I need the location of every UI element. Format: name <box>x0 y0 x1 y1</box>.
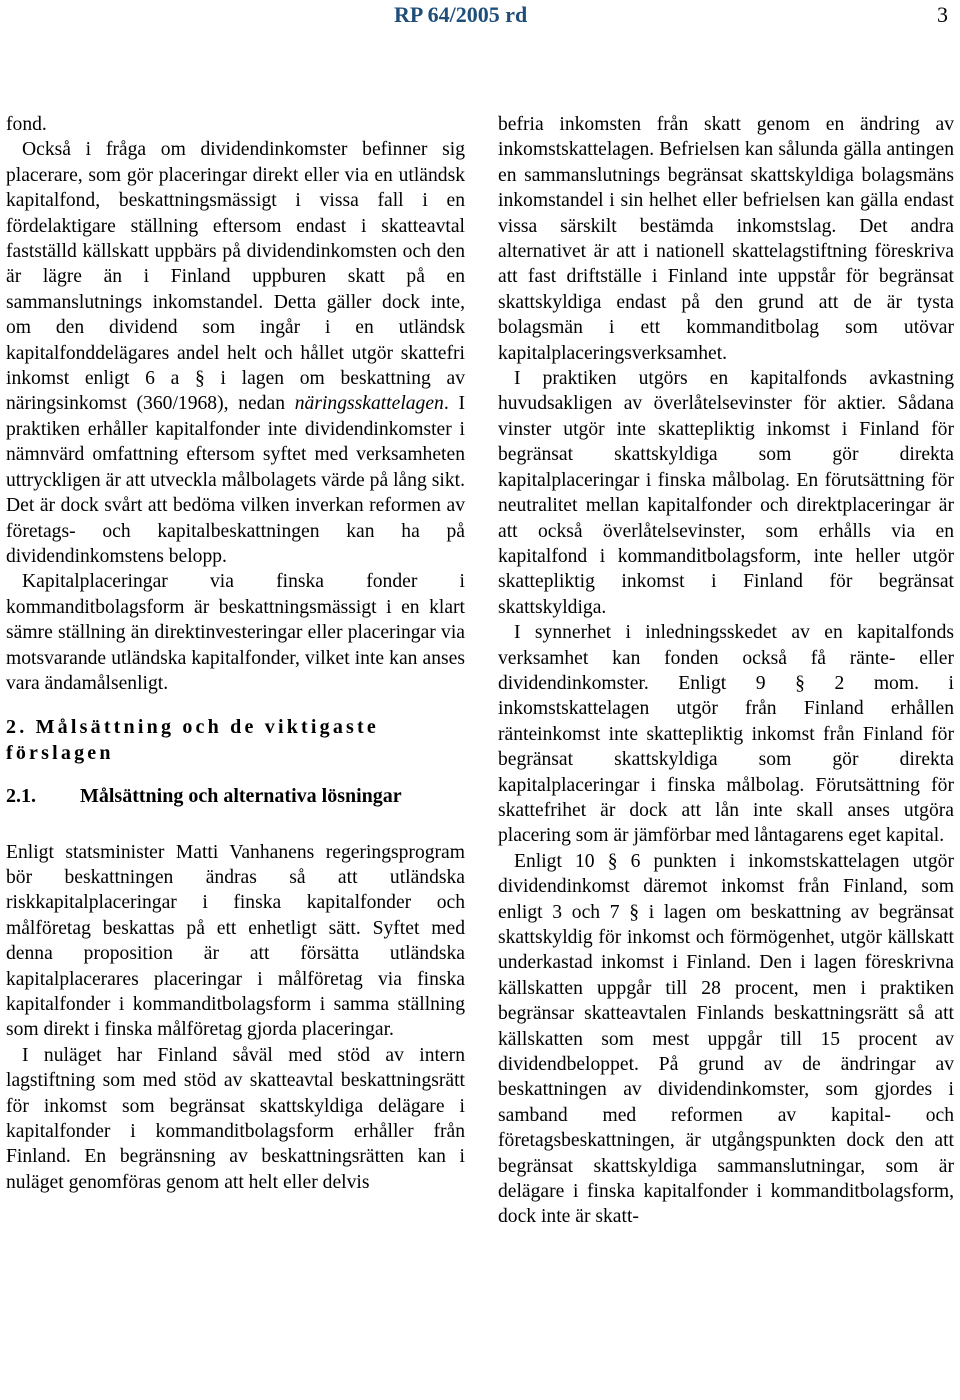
paragraph-dividendinkomst: Enligt 10 § 6 punkten i inkomstskattelagen utgör dividendinkomst däremot inkomst från Finland, som enligt 3 och 7 § i lagen om beskattning av begränsat skattskyldig för inkomst och förmögenhet, utgör källskatt underkastad inkomst i Finland. Den i lagen föreskrivna källskatten uppgår till 28 procent, men i praktiken begränsar skatteavtalen Finlands beskattningsrätt så att källskatten som mest uppgår till 15 procent av dividendbeloppet. På grund av de ändringar av beskattningen av dividendinkomster, som gjordes i samband med reformen av kapital- och företagsbeskattningen, är utgångspunkten dock den att begränsat skattskyldiga sammanslutningar, som är delägare i finska kapitalfonder i kommanditbolagsform, dock inte är skatt- <box>498 850 954 1228</box>
right-column <box>498 112 954 1230</box>
subsection-title: Målsättning och alternativa lösningar <box>80 785 402 808</box>
paragraph-dividend-income <box>6 137 465 569</box>
subsection-heading <box>6 784 465 809</box>
law-abbreviation: näringsskattelagen <box>294 393 444 415</box>
paragraph-regeringsprogram: Enligt statsminister Matti Vanhanens regeringsprogram bör beskattningen ändras så att utländska riskkapitalplaceringar i finska kapitalfonder och målföretag beskattas på ett enhetligt sätt. Syftet med denna proposition är att försätta utländska kapitalplacerares placeringar i målföretag via finska kapitalfonder i kommanditbolagsform i samma ställning som direkt i finska målföretag gjorda placeringar. <box>6 841 465 1041</box>
paragraph-text: . I praktiken erhåller kapitalfonder inte dividendinkomster i nämnvärd omfattning eftersom syftet med verksamheten uttryckligen är att utveckla målbolagets värde på lång sikt. Det är dock svårt att bedöma vilken inverkan reformen av företags- och kapitalbeskattningen kan ha på dividendinkomstens belopp. <box>6 393 465 567</box>
paragraph-avkastning: I praktiken utgörs en kapitalfonds avkastning huvudsakligen av överlåtelsevinster för aktier. Sådana vinster utgör inte skattepliktig inkomst i Finland för begränsat skattskyldiga som gör direkta kapitalplaceringar i finska målbolag. En förutsättning för neutralitet mellan kapitalfonder och direktplaceringar är att också överlåtelsevinster, som erhålls via en kapitalfond i kommanditbolagsform, inte heller utgör skattepliktig inkomst i Finland för begränsat skattskyldiga. <box>498 368 954 618</box>
paragraph-continuation: fond. <box>6 114 47 135</box>
paragraph-inledningsskedet: I synnerhet i inledningsskedet av en kapitalfonds verksamhet kan fonden också få ränte- eller dividendinkomster. Enligt 9 § 2 mom. i inkomstskattelagen utgör från Finland erhållen ränteinkomst inte skattepliktig inkomst från Finland för begränsat skattskyldiga som gör direkta kapitalplaceringar i finska målbolag. Förutsättning för skattefrihet är dock att lån inte skall anses utgöra placering som är jämförbar med låntagarens eget kapital. <box>498 622 954 847</box>
section-number: 2. <box>6 716 28 739</box>
paragraph-befria: befria inkomsten från skatt genom en ändring av inkomstskattelagen. Befrielsen kan sålunda gälla antingen en sammanslutnings begränsat skattskyldiga bolagsmäns inkomstandel i sin helhet eller befrielsen kan gälla endast vissa särskilt bestämda inkomstslag. Det andra alternativet är att i nationell skattelagstiftning föreskriva att fast driftställe i Finland inte uppstår för begränsat skattskyldiga endast på den grund att de är tysta bolagsmän i ett kommanditbolag som utövar kapitalplaceringsverksamhet. <box>498 114 954 364</box>
paragraph-text: Också i fråga om dividendinkomster befinner sig placerare, som gör placeringar direkt eller via en utländsk kapitalfond, beskattningsmässigt i vissa fall i en fördelaktigare ställning eftersom endast i skatteavtal fastställd källskatt uppbärs på dividendinkomsten och den är lägre än i Finland uppburen skatt på en sammanslutnings inkomstandel. Detta gäller dock inte, om den dividend som ingår i en utländsk kapitalfonddelägares andel helt och hållet utgör skattefri inkomst enligt 6 a § i lagen om beskattning av näringsinkomst (360/1968), nedan <box>6 139 465 415</box>
paragraph-nulaget: I nuläget har Finland såväl med stöd av intern lagstiftning som med stöd av skatteavtal beskattningsrätt för inkomst som begränsat skattskyldiga delägare i kapitalfonder i kommanditbolagsform erhåller från Finland. En begränsning av beskattningsrätten kan i nuläget genomföras genom att helt eller delvis <box>6 1044 465 1193</box>
left-column <box>6 112 465 1195</box>
page-number: 3 <box>937 2 948 27</box>
section-heading <box>6 715 465 766</box>
subsection-number: 2.1. <box>6 785 36 808</box>
paragraph-kapitalplaceringar: Kapitalplaceringar via finska fonder i kommanditbolagsform är beskattningsmässigt i en klart sämre ställning än direktinvesteringar eller placeringar via motsvarande utländska kapitalfonder, vilket inte kan anses vara ändamålsenligt. <box>6 571 465 694</box>
page-header <box>0 0 960 40</box>
section-title: Målsättning och de viktigaste förslagen <box>6 716 379 764</box>
document-id: RP 64/2005 rd <box>394 2 528 27</box>
